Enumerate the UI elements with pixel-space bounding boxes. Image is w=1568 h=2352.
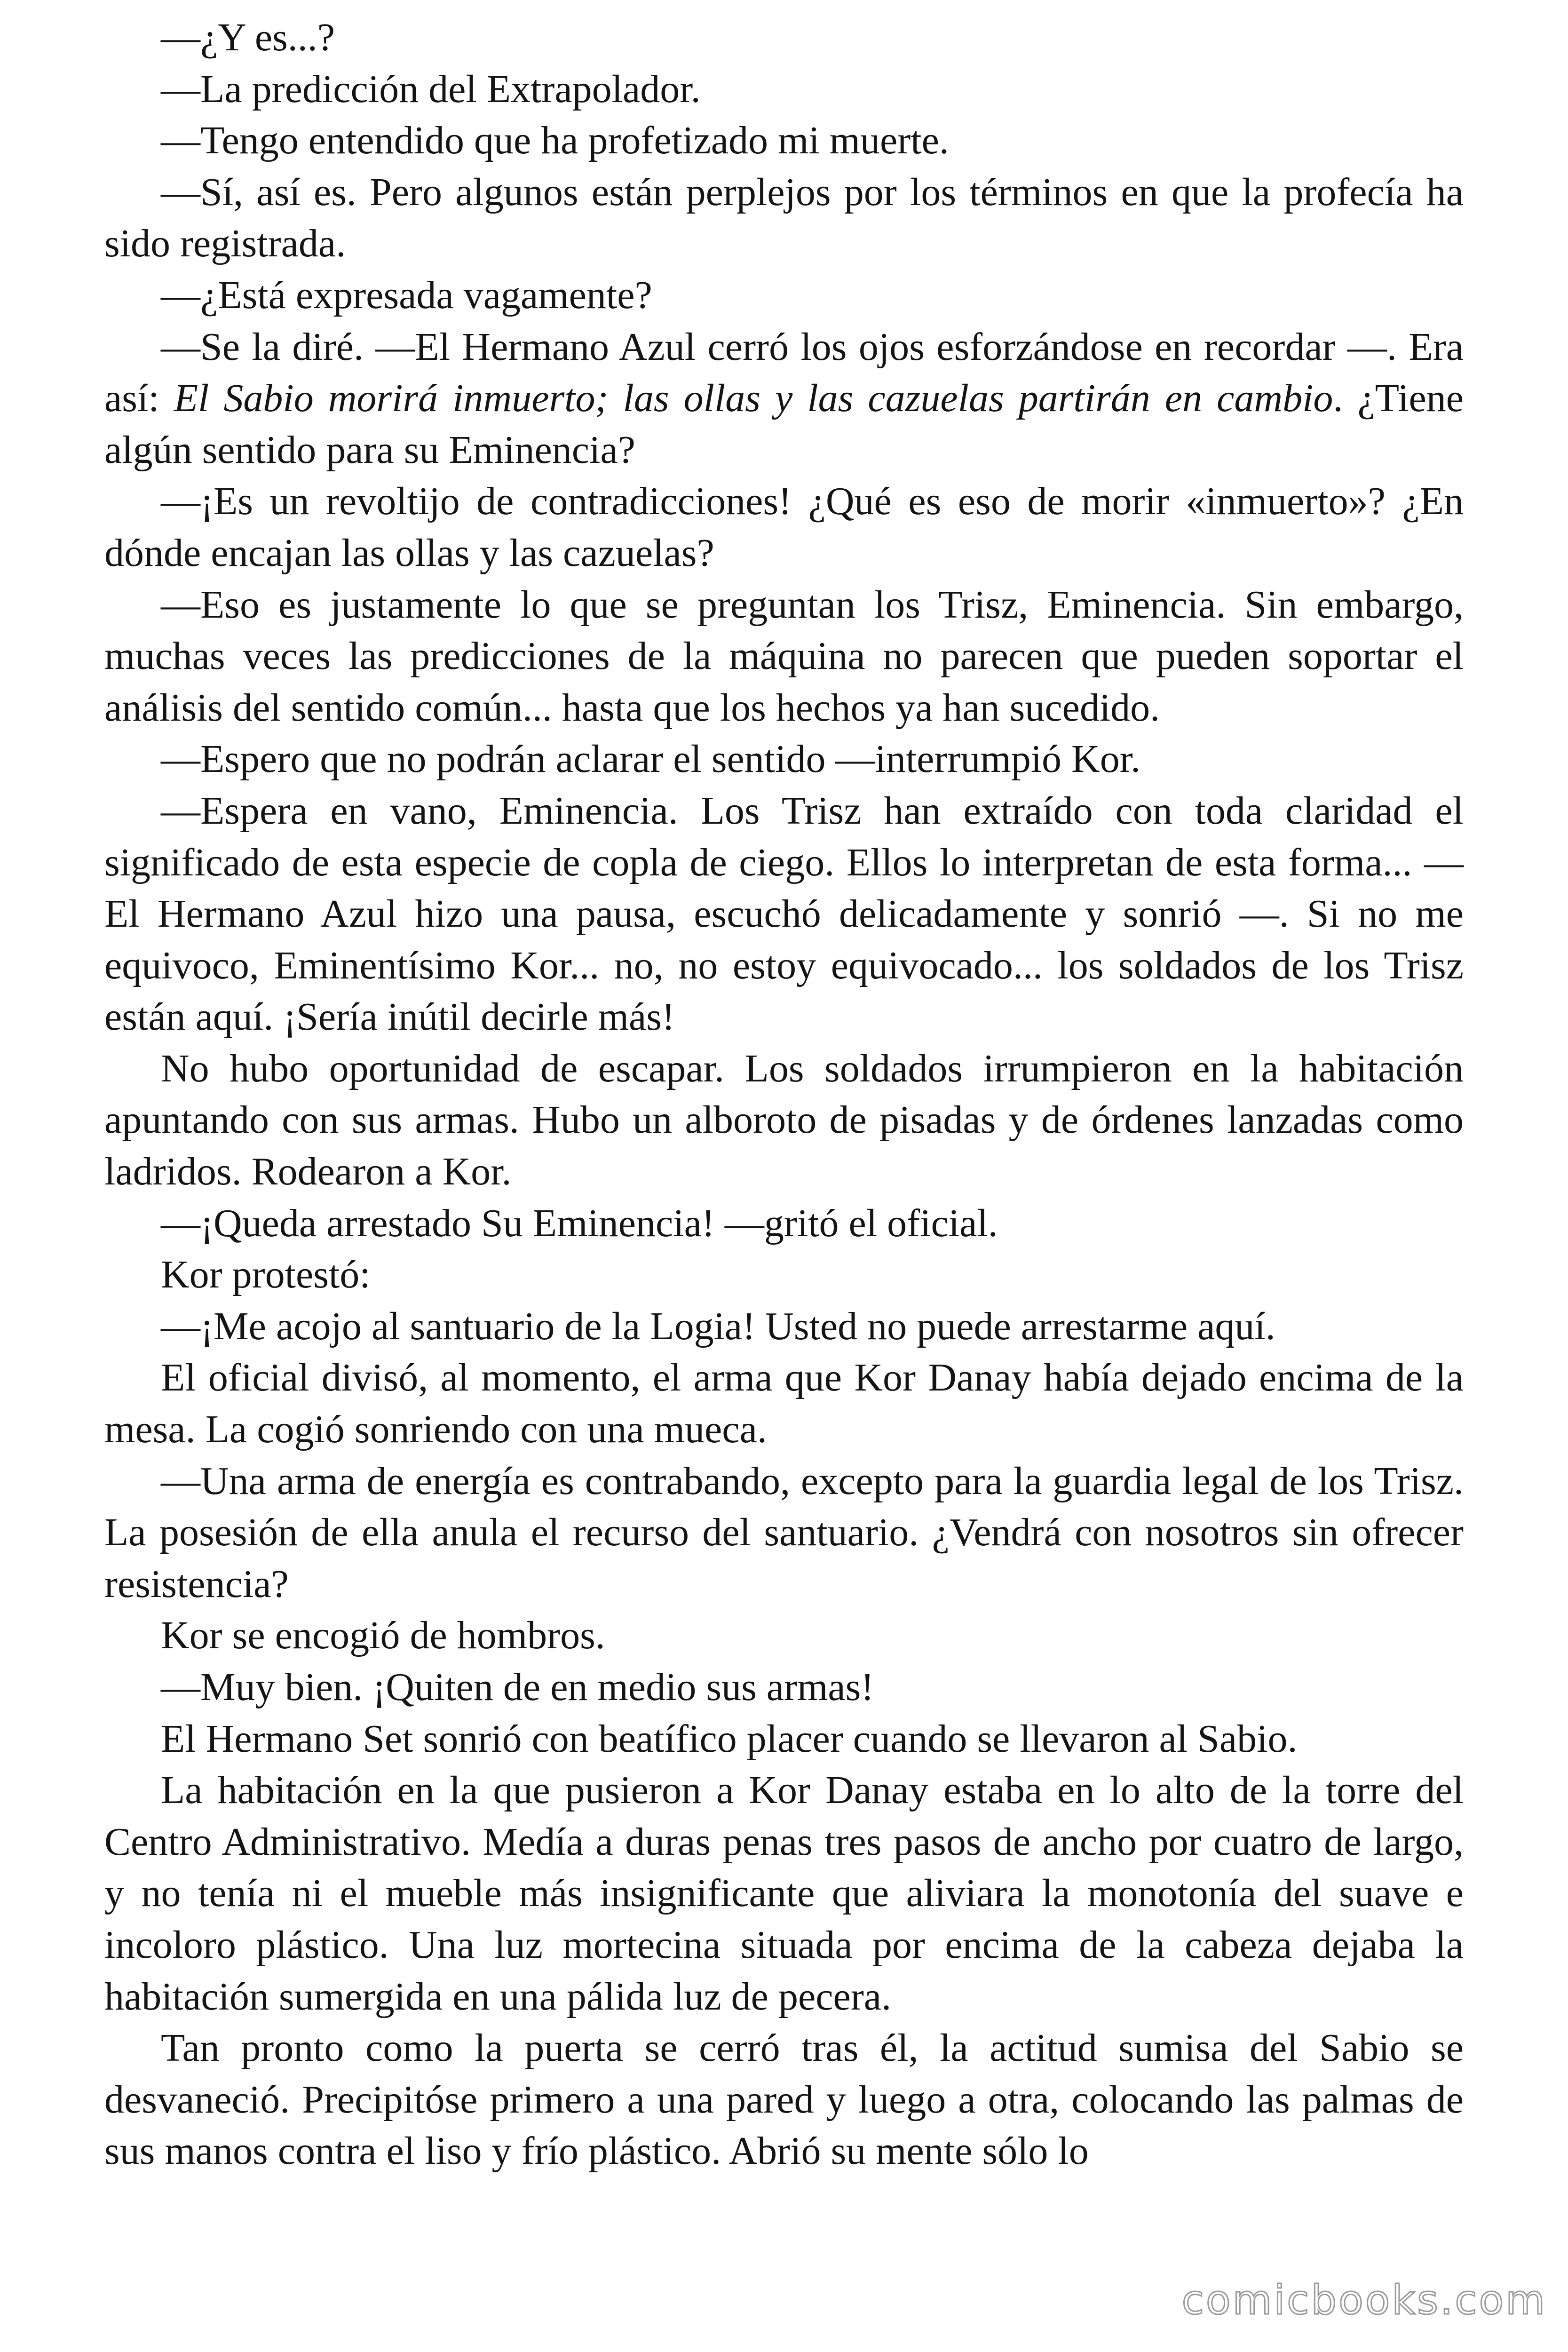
text-run: Kor protestó: <box>161 1253 371 1297</box>
text-run: . ¿Tiene algún sentido para su Eminencia? <box>104 376 1464 472</box>
text-run: La habitación en la que pusieron a Kor Danay estaba en lo alto de la torre del Centro Administrativo. Medía a duras penas tres pasos de ancho por cuatro de largo, y no tenía ni el mueble más insignificante que aliviara la monotonía del suave e incoloro plástico. Una luz mortecina situada por encima de la cabeza dejaba la habitación sumergida en una pálida luz de pecera. <box>104 1768 1464 2018</box>
paragraph <box>104 12 1464 64</box>
text-run: Tan pronto como la puerta se cerró tras él, la actitud sumisa del Sabio se desvaneció. Precipitóse primero a una pared y luego a otra, colocando las palmas de sus manos contra el liso y frío plástico. Abrió su mente sólo lo <box>104 2026 1464 2173</box>
paragraph <box>104 733 1464 785</box>
text-run: —¿Y es...? <box>161 16 335 59</box>
paragraph <box>104 115 1464 167</box>
page-text <box>104 12 1464 2177</box>
watermark: comicbooks.com <box>1181 2277 1547 2324</box>
paragraph <box>104 1764 1464 2022</box>
text-run: —La predicción del Extrapolador. <box>161 67 701 111</box>
paragraph <box>104 785 1464 1043</box>
paragraph <box>104 1198 1464 1249</box>
italic-text: El Sabio morirá inmuerto; las ollas y las cazuelas partirán en cambio <box>174 376 1333 421</box>
text-run: —Eso es justamente lo que se preguntan los Trisz, Eminencia. Sin embargo, muchas veces las predicciones de la máquina no parecen que pueden soportar el análisis del sentido común... hasta que los hechos ya han sucedido. <box>104 582 1464 730</box>
text-run: —¡Queda arrestado Su Eminencia! —gritó el oficial. <box>161 1201 998 1245</box>
text-run: —Espero que no podrán aclarar el sentido —interrumpió Kor. <box>161 737 1141 781</box>
paragraph <box>104 64 1464 115</box>
paragraph <box>104 579 1464 734</box>
text-run: —Se la diré. —El Hermano Azul cerró los ojos esforzándose en recordar —. Era así: <box>104 325 1464 421</box>
paragraph <box>104 2022 1464 2177</box>
text-run: —Una arma de energía es contrabando, excepto para la guardia legal de los Trisz. La posesión de ella anula el recurso del santuario. ¿Vendrá con nosotros sin ofrecer resistencia? <box>104 1459 1464 1606</box>
text-run: —Sí, así es. Pero algunos están perplejos por los términos en que la profecía ha sido registrada. <box>104 170 1464 266</box>
text-run: No hubo oportunidad de escapar. Los soldados irrumpieron en la habitación apuntando con sus armas. Hubo un alboroto de pisadas y de órdenes lanzadas como ladridos. Rodearon a Kor. <box>104 1046 1464 1194</box>
paragraph <box>104 476 1464 579</box>
paragraph <box>104 1455 1464 1610</box>
paragraph <box>104 1713 1464 1765</box>
paragraph <box>104 1352 1464 1455</box>
paragraph <box>104 270 1464 321</box>
text-run: —Espera en vano, Eminencia. Los Trisz han extraído con toda claridad el significado de esta especie de copla de ciego. Ellos lo interpretan de esta forma... —El Hermano Azul hizo una pausa, escuchó delicadamente y sonrió —. Si no me equivoco, Eminentísimo Kor... no, no estoy equivocado... los soldados de los Trisz están aquí. ¡Sería inútil decirle más! <box>104 788 1464 1039</box>
paragraph <box>104 1249 1464 1301</box>
text-run: El oficial divisó, al momento, el arma que Kor Danay había dejado encima de la mesa. La cogió sonriendo con una mueca. <box>104 1356 1464 1452</box>
text-run: —¡Es un revoltijo de contradicciones! ¿Qué es eso de morir «inmuerto»? ¿En dónde encajan las ollas y las cazuelas? <box>104 479 1464 575</box>
paragraph <box>104 1610 1464 1661</box>
paragraph <box>104 1301 1464 1352</box>
text-run: —¡Me acojo al santuario de la Logia! Usted no puede arrestarme aquí. <box>161 1304 1275 1348</box>
text-run: —Muy bien. ¡Quiten de en medio sus armas! <box>161 1665 874 1709</box>
text-run: Kor se encogió de hombros. <box>161 1613 605 1658</box>
paragraph <box>104 1661 1464 1713</box>
paragraph-list <box>104 12 1464 2177</box>
text-run: El Hermano Set sonrió con beatífico placer cuando se llevaron al Sabio. <box>161 1716 1298 1761</box>
paragraph <box>104 1043 1464 1198</box>
paragraph <box>104 321 1464 476</box>
paragraph <box>104 167 1464 270</box>
text-run: —¿Está expresada vagamente? <box>161 273 652 317</box>
text-run: —Tengo entendido que ha profetizado mi muerte. <box>161 119 949 163</box>
